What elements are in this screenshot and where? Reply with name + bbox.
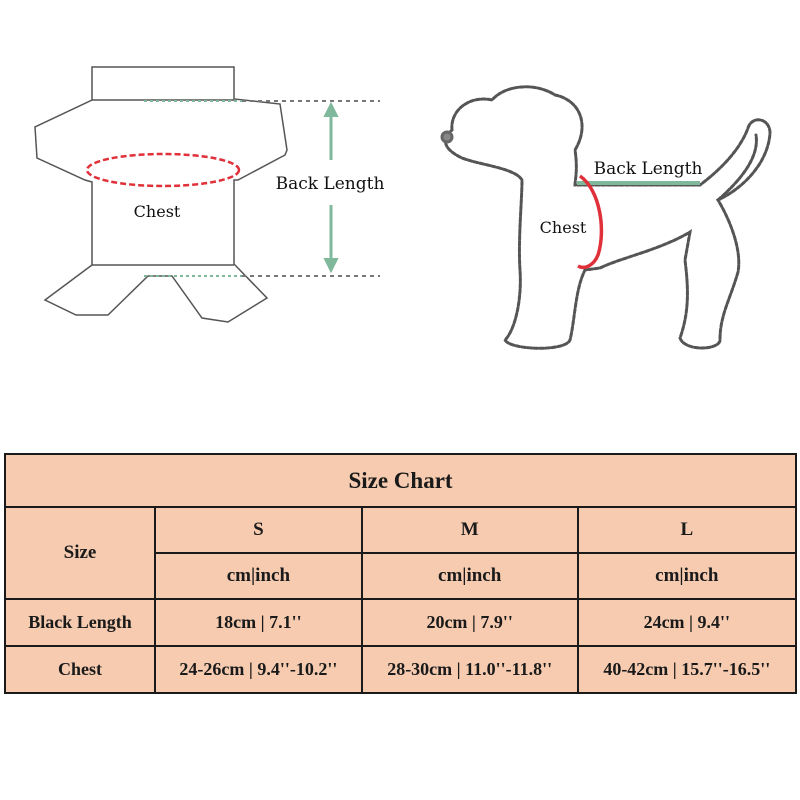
unit-m: cm|inch bbox=[362, 553, 578, 599]
unit-l: cm|inch bbox=[578, 553, 796, 599]
size-name-s: S bbox=[155, 507, 362, 553]
garment-back-length-label: Back Length bbox=[275, 174, 385, 194]
dog-back-length-label: Back Length bbox=[593, 159, 703, 179]
chest-l: 40-42cm | 15.7''-16.5'' bbox=[578, 646, 796, 693]
back-length-s: 18cm | 7.1'' bbox=[155, 599, 362, 646]
chest-m: 28-30cm | 11.0''-11.8'' bbox=[362, 646, 578, 693]
chest-s: 24-26cm | 9.4''-10.2'' bbox=[155, 646, 362, 693]
garment-chest-label: Chest bbox=[133, 202, 181, 221]
dog-outline bbox=[442, 87, 770, 348]
row-label-back-length: Black Length bbox=[5, 599, 155, 646]
garment-outline bbox=[35, 67, 287, 322]
row-label-chest: Chest bbox=[5, 646, 155, 693]
back-length-l: 24cm | 9.4'' bbox=[578, 599, 796, 646]
dog-chest-label: Chest bbox=[539, 218, 587, 237]
size-name-l: L bbox=[578, 507, 796, 553]
size-name-m: M bbox=[362, 507, 578, 553]
size-chart-table bbox=[4, 453, 797, 694]
size-chart-title: Size Chart bbox=[5, 454, 796, 507]
unit-s: cm|inch bbox=[155, 553, 362, 599]
back-length-m: 20cm | 7.9'' bbox=[362, 599, 578, 646]
size-header: Size bbox=[5, 507, 155, 599]
